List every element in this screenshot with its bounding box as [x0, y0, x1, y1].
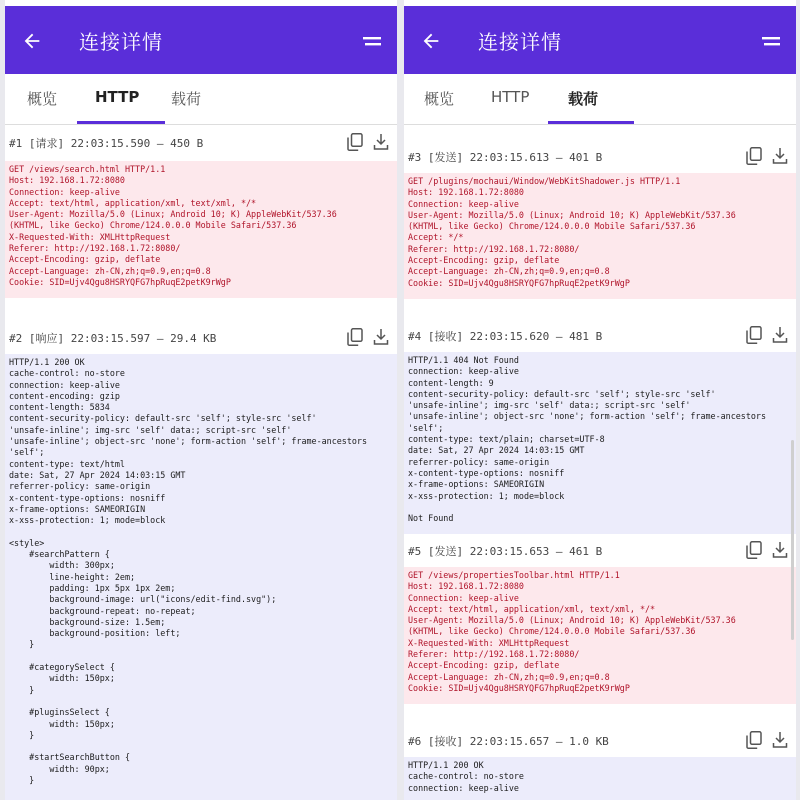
message-list[interactable]: [404, 125, 796, 800]
entry-title: #6 [接收] 22:03:15.657 — 1.0 KB: [408, 735, 609, 748]
left-screen: [5, 0, 397, 800]
entry-header: [404, 318, 796, 352]
code-line: #categorySelect {: [9, 662, 115, 673]
code-line: Connection: keep-alive: [408, 592, 519, 603]
menu-icon[interactable]: [363, 36, 381, 48]
code-line: connection: keep-alive: [9, 379, 120, 390]
code-line: content-encoding: gzip: [9, 390, 120, 401]
code-line: Host: 192.168.1.72:8080: [9, 175, 125, 186]
entry-header: [404, 533, 796, 567]
code-line: 'unsafe-inline'; img-src 'self' data:; script-src 'self': [408, 400, 691, 411]
code-line: 'unsafe-inline'; object-src 'none'; form-action 'self'; frame-ancestors: [408, 411, 766, 422]
tab-overview[interactable]: 概览: [424, 90, 455, 108]
back-arrow-icon[interactable]: [420, 30, 442, 52]
code-line: x-frame-options: SAMEORIGIN: [9, 503, 146, 514]
download-icon[interactable]: [373, 328, 389, 346]
entry-header: [5, 320, 397, 354]
code-line: [9, 526, 393, 537]
code-line: Accept-Language: zh-CN,zh;q=0.9,en;q=0.8: [408, 671, 610, 682]
tab-overview[interactable]: 概览: [27, 90, 58, 108]
code-line: [9, 741, 393, 752]
code-line: Referer: http://192.168.1.72:8080/: [9, 243, 181, 254]
code-line: [9, 651, 393, 662]
code-line: x-content-type-options: nosniff: [9, 492, 166, 503]
back-arrow-icon[interactable]: [21, 30, 43, 52]
code-line: padding: 1px 5px 1px 2em;: [9, 582, 176, 593]
code-line: Accept-Language: zh-CN,zh;q=0.9,en;q=0.8: [9, 265, 211, 276]
code-line: Accept: */*: [408, 232, 464, 243]
message-list[interactable]: [5, 125, 397, 800]
code-line: x-frame-options: SAMEORIGIN: [408, 479, 545, 490]
code-line: #startSearchButton {: [9, 752, 131, 763]
code-line: Cookie: SID=Ujv4Qgu8HSRYQFG7hpRuqE2petK9rWgP: [408, 277, 630, 288]
code-line: background-image: url("icons/edit-find.svg");: [9, 594, 277, 605]
code-line: cache-control: no-store: [9, 368, 125, 379]
request-body: [404, 173, 796, 299]
code-line: }: [9, 684, 35, 695]
code-line: x-xss-protection: 1; mode=block: [408, 490, 565, 501]
copy-icon[interactable]: [746, 147, 762, 165]
copy-icon[interactable]: [347, 328, 363, 346]
code-line: background-repeat: no-repeat;: [9, 605, 196, 616]
code-line: x-content-type-options: nosniff: [408, 467, 565, 478]
entry-title: #2 [响应] 22:03:15.597 — 29.4 KB: [9, 332, 217, 345]
code-line: [9, 696, 393, 707]
code-line: width: 150px;: [9, 673, 115, 684]
code-line: Cookie: SID=Ujv4Qgu8HSRYQFG7hpRuqE2petK9rWgP: [9, 276, 231, 287]
code-line: Accept-Encoding: gzip, deflate: [408, 255, 560, 266]
download-icon[interactable]: [772, 147, 788, 165]
code-line: content-length: 9: [408, 377, 494, 388]
download-icon[interactable]: [772, 541, 788, 559]
code-line: background-size: 1.5em;: [9, 616, 166, 627]
code-line: line-height: 2em;: [9, 571, 136, 582]
copy-icon[interactable]: [347, 133, 363, 151]
code-line: HTTP/1.1 404 Not Found: [408, 355, 519, 365]
entry-title: #3 [发送] 22:03:15.613 — 401 B: [408, 151, 603, 164]
code-line: }: [9, 639, 35, 650]
code-line: User-Agent: Mozilla/5.0 (Linux; Android 10; K) AppleWebKit/537.36: [408, 615, 736, 626]
copy-icon[interactable]: [746, 731, 762, 749]
copy-icon[interactable]: [746, 541, 762, 559]
download-icon[interactable]: [772, 731, 788, 749]
entry-header: [404, 723, 796, 757]
code-line: Connection: keep-alive: [9, 186, 120, 197]
page-title: 连接详情: [79, 30, 163, 54]
code-line: Not Found: [408, 513, 454, 524]
code-line: referrer-policy: same-origin: [408, 456, 550, 467]
entry-header: [5, 125, 397, 159]
code-line: HTTP/1.1 200 OK: [9, 357, 85, 367]
code-line: Host: 192.168.1.72:8080: [408, 187, 524, 198]
tab-indicator: [548, 121, 634, 124]
code-line: (KHTML, like Gecko) Chrome/124.0.0.0 Mobile Safari/537.36: [408, 221, 696, 232]
code-line: cache-control: no-store: [408, 771, 524, 782]
code-line: User-Agent: Mozilla/5.0 (Linux; Android 10; K) AppleWebKit/537.36: [9, 209, 337, 220]
code-line: <style>: [9, 537, 45, 548]
page-title: 连接详情: [478, 30, 562, 54]
code-line: 'unsafe-inline'; object-src 'none'; form-action 'self'; frame-ancestors: [9, 436, 367, 447]
code-line: 'self';: [9, 447, 45, 458]
code-line: Connection: keep-alive: [408, 198, 519, 209]
code-line: HTTP/1.1 200 OK: [408, 760, 484, 770]
tab-payload[interactable]: 载荷: [171, 90, 202, 108]
scrollbar[interactable]: [791, 440, 794, 640]
code-line: connection: keep-alive: [408, 782, 519, 793]
code-line: 'unsafe-inline'; img-src 'self' data:; script-src 'self': [9, 424, 292, 435]
response-body: [5, 354, 397, 800]
code-line: X-Requested-With: XMLHttpRequest: [408, 637, 570, 648]
code-line: X-Requested-With: XMLHttpRequest: [9, 231, 171, 242]
code-line: connection: keep-alive: [408, 366, 519, 377]
tab-indicator: [77, 121, 165, 124]
code-line: Cookie: SID=Ujv4Qgu8HSRYQFG7hpRuqE2petK9rWgP: [408, 682, 630, 693]
menu-icon[interactable]: [762, 36, 780, 48]
code-line: width: 90px;: [9, 763, 110, 774]
copy-icon[interactable]: [746, 326, 762, 344]
app-bar: [5, 6, 397, 74]
code-line: date: Sat, 27 Apr 2024 14:03:15 GMT: [408, 445, 585, 456]
download-icon[interactable]: [772, 326, 788, 344]
tab-payload[interactable]: 载荷: [568, 90, 599, 108]
request-body: [404, 567, 796, 704]
code-line: }: [9, 774, 35, 785]
tab-http[interactable]: HTTP: [491, 88, 530, 106]
code-line: date: Sat, 27 Apr 2024 14:03:15 GMT: [9, 469, 186, 480]
tab-http[interactable]: HTTP: [95, 88, 140, 106]
code-line: content-type: text/plain; charset=UTF-8: [408, 434, 605, 445]
code-line: Referer: http://192.168.1.72:8080/: [408, 649, 580, 660]
entry-title: #4 [接收] 22:03:15.620 — 481 B: [408, 330, 603, 343]
entry-title: #5 [发送] 22:03:15.653 — 461 B: [408, 545, 603, 558]
code-line: 'self';: [408, 422, 444, 433]
entry-title: #1 [请求] 22:03:15.590 — 450 B: [9, 137, 204, 150]
code-line: [408, 502, 792, 513]
tab-bar: [404, 74, 796, 125]
request-body: [5, 161, 397, 298]
app-bar: [404, 6, 796, 74]
code-line: Accept: text/html, application/xml, text/xml, */*: [9, 197, 257, 208]
code-line: content-length: 5834: [9, 402, 110, 413]
right-screen: [404, 0, 796, 800]
code-line: GET /views/propertiesToolbar.html HTTP/1.1: [408, 570, 620, 580]
code-line: Host: 192.168.1.72:8080: [408, 581, 524, 592]
code-line: referrer-policy: same-origin: [9, 481, 151, 492]
code-line: Accept: text/html, application/xml, text/xml, */*: [408, 603, 656, 614]
response-body: [404, 352, 796, 534]
code-line: User-Agent: Mozilla/5.0 (Linux; Android 10; K) AppleWebKit/537.36: [408, 209, 736, 220]
code-line: Accept-Language: zh-CN,zh;q=0.9,en;q=0.8: [408, 266, 610, 277]
response-body: [404, 757, 796, 800]
code-line: (KHTML, like Gecko) Chrome/124.0.0.0 Mobile Safari/537.36: [408, 626, 696, 637]
entry-header: [404, 139, 796, 173]
code-line: GET /views/search.html HTTP/1.1: [9, 164, 166, 174]
code-line: content-security-policy: default-src 'self'; style-src 'self': [408, 388, 716, 399]
code-line: Accept-Encoding: gzip, deflate: [9, 254, 161, 265]
code-line: background-position: left;: [9, 628, 181, 639]
code-line: Accept-Encoding: gzip, deflate: [408, 660, 560, 671]
code-line: Referer: http://192.168.1.72:8080/: [408, 243, 580, 254]
code-line: GET /plugins/mochaui/Window/WebKitShadower.js HTTP/1.1: [408, 176, 681, 186]
code-line: content-security-policy: default-src 'self'; style-src 'self': [9, 413, 317, 424]
code-line: x-xss-protection: 1; mode=block: [9, 515, 166, 526]
code-line: #pluginsSelect {: [9, 707, 110, 718]
tab-bar: [5, 74, 397, 125]
download-icon[interactable]: [373, 133, 389, 151]
code-line: content-type: text/html: [9, 458, 125, 469]
code-line: width: 300px;: [9, 560, 115, 571]
code-line: #searchPattern {: [9, 549, 110, 560]
code-line: }: [9, 729, 35, 740]
code-line: (KHTML, like Gecko) Chrome/124.0.0.0 Mobile Safari/537.36: [9, 220, 297, 231]
code-line: width: 150px;: [9, 718, 115, 729]
